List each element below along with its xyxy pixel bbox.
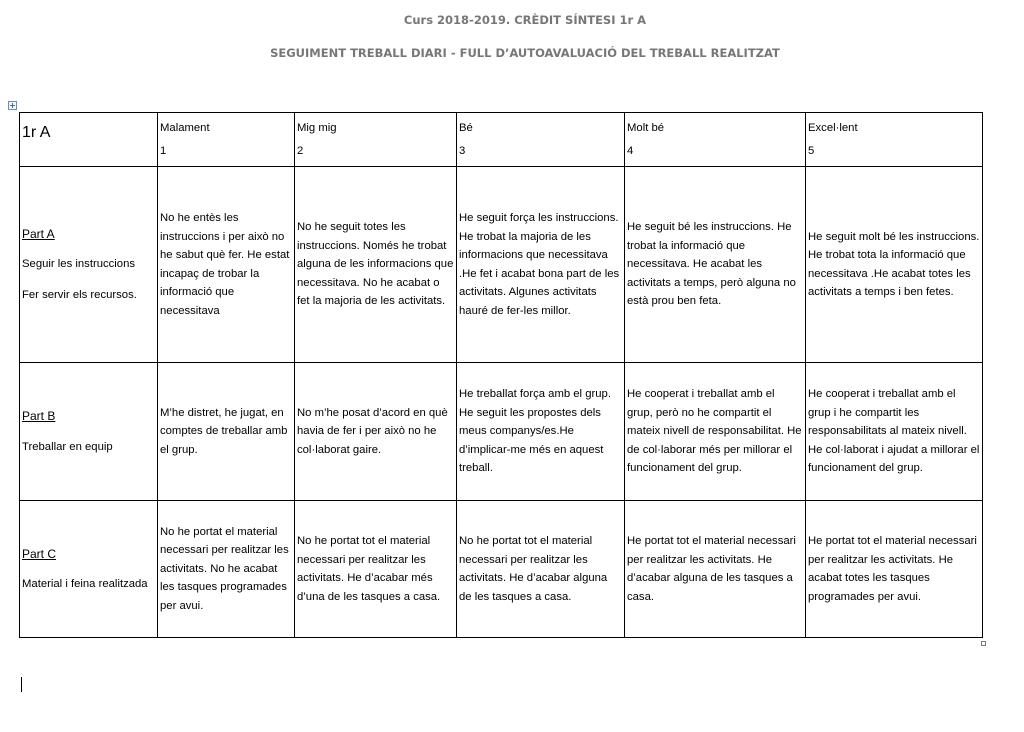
part-description: Seguir les instruccions bbox=[22, 258, 136, 271]
part-title: Part C bbox=[22, 546, 57, 561]
table-row-part-b bbox=[20, 363, 983, 501]
table-cell[interactable] bbox=[457, 363, 625, 501]
table-cell[interactable] bbox=[295, 501, 457, 638]
document-title: Curs 2018-2019. CRÈDIT SÍNTESI 1r A bbox=[403, 13, 647, 27]
level-header-3[interactable] bbox=[457, 113, 625, 167]
table-cell[interactable] bbox=[625, 167, 806, 363]
cell-text: No he portat tot el material necessari per realitzar les activitats. He d’acabar alguna de les tasques a casa. bbox=[459, 535, 608, 603]
level-number: 5 bbox=[808, 144, 815, 157]
level-number: 1 bbox=[160, 144, 167, 157]
table-move-handle-icon[interactable] bbox=[8, 101, 17, 110]
cell-text: No he entès les instruccions i per això no he sabut què fer. He estat incapaç de trobar la informació que necessitava bbox=[160, 212, 290, 317]
table-cell[interactable] bbox=[457, 167, 625, 363]
document-subtitle: SEGUIMENT TREBALL DIARI - FULL D’AUTOAVALUACIÓ DEL TREBALL REALITZAT bbox=[270, 46, 780, 60]
part-description: Material i feina realitzada bbox=[22, 578, 148, 590]
level-label: Malament bbox=[160, 122, 210, 134]
level-number: 4 bbox=[627, 144, 634, 157]
table-cell[interactable] bbox=[806, 363, 983, 501]
level-header-4[interactable] bbox=[625, 113, 806, 167]
text-cursor bbox=[21, 677, 22, 692]
cell-text: No he portat el material necessari per realitzar les activitats. No he acabat les tasques programades per avui. bbox=[160, 525, 289, 612]
level-label: Excel·lent bbox=[808, 122, 858, 134]
group-label-cell[interactable] bbox=[20, 113, 158, 167]
level-number: 2 bbox=[297, 144, 304, 157]
table-cell[interactable] bbox=[158, 501, 295, 638]
level-header-1[interactable] bbox=[158, 113, 295, 167]
level-number: 3 bbox=[459, 144, 466, 157]
table-cell[interactable] bbox=[158, 363, 295, 501]
table-row-part-c bbox=[20, 501, 983, 638]
part-description: Fer servir els recursos. bbox=[22, 288, 137, 301]
part-description: Treballar en equip bbox=[22, 440, 113, 453]
level-header-2[interactable] bbox=[295, 113, 457, 167]
table-header-row bbox=[20, 113, 983, 167]
part-title: Part B bbox=[22, 409, 56, 423]
level-header-5[interactable] bbox=[806, 113, 983, 167]
table-cell[interactable] bbox=[625, 363, 806, 501]
table-cell[interactable] bbox=[457, 501, 625, 638]
cell-text: He cooperat i treballat amb el grup i he compartit les responsabilitats al mateix nivell. He col·laborat i ajudat a millorar el funcionament del grup. bbox=[808, 388, 980, 475]
level-label: Bé bbox=[459, 122, 473, 134]
cell-text: M’he distret, he jugat, en comptes de treballar amb el grup. bbox=[160, 406, 288, 456]
cell-text: He seguit molt bé les instruccions. He trobat tota la informació que necessitava .He acabat totes les activitats a temps i ben fetes. bbox=[808, 230, 980, 298]
part-b-cell[interactable] bbox=[20, 363, 158, 501]
cell-text: He portat tot el material necessari per realitzar les activitats. He d’acabar alguna de les tasques a casa. bbox=[627, 535, 796, 603]
table-cell[interactable] bbox=[158, 167, 295, 363]
part-title: Part A bbox=[22, 226, 55, 241]
table-cell[interactable] bbox=[295, 363, 457, 501]
table-cell[interactable] bbox=[806, 501, 983, 638]
self-assessment-table bbox=[19, 112, 983, 638]
level-label: Molt bé bbox=[627, 122, 665, 134]
table-cell[interactable] bbox=[295, 167, 457, 363]
cell-text: He cooperat i treballat amb el grup, però no he compartit el mateix nivell de responsabilitat. He de col·laborar més per millorar el funcionament del grup. bbox=[627, 388, 802, 475]
cell-text: No m’he posat d’acord en què havia de fer i per això no he col·laborat gaire. bbox=[297, 406, 448, 456]
cell-text: He seguit força les instruccions. He trobat la majoria de les informacions que necessitava .He fet i acabat bona part de les activitats. Algunes activitats hauré de fer-les millor. bbox=[459, 212, 620, 317]
cell-text: He portat tot el material necessari per realitzar les activitats. He acabat totes les tasques programades per avui. bbox=[808, 535, 977, 603]
table-row-part-a bbox=[20, 167, 983, 363]
table-cell[interactable] bbox=[625, 501, 806, 638]
cell-text: He treballat força amb el grup. He seguit les propostes dels meus companys/es.He d’implicar-me més en aquest treball. bbox=[459, 388, 611, 475]
group-label: 1r A bbox=[22, 124, 51, 142]
cell-text: No he seguit totes les instruccions. Només he trobat alguna de les informacions que necessitava. No he acabat o fet la majoria de les activitats. bbox=[297, 221, 454, 308]
table-cell[interactable] bbox=[806, 167, 983, 363]
part-a-cell[interactable] bbox=[20, 167, 158, 363]
cell-text: No he portat tot el material necessari per realitzar les activitats. He d’acabar més d’una de les tasques a casa. bbox=[297, 535, 441, 603]
table-resize-handle[interactable] bbox=[981, 641, 986, 646]
cell-text: He seguit bé les instruccions. He trobat la informació que necessitava. He acabat les activitats a temps, però alguna no està prou ben feta. bbox=[627, 221, 796, 308]
level-label: Mig mig bbox=[297, 122, 337, 134]
part-c-cell[interactable] bbox=[20, 501, 158, 638]
